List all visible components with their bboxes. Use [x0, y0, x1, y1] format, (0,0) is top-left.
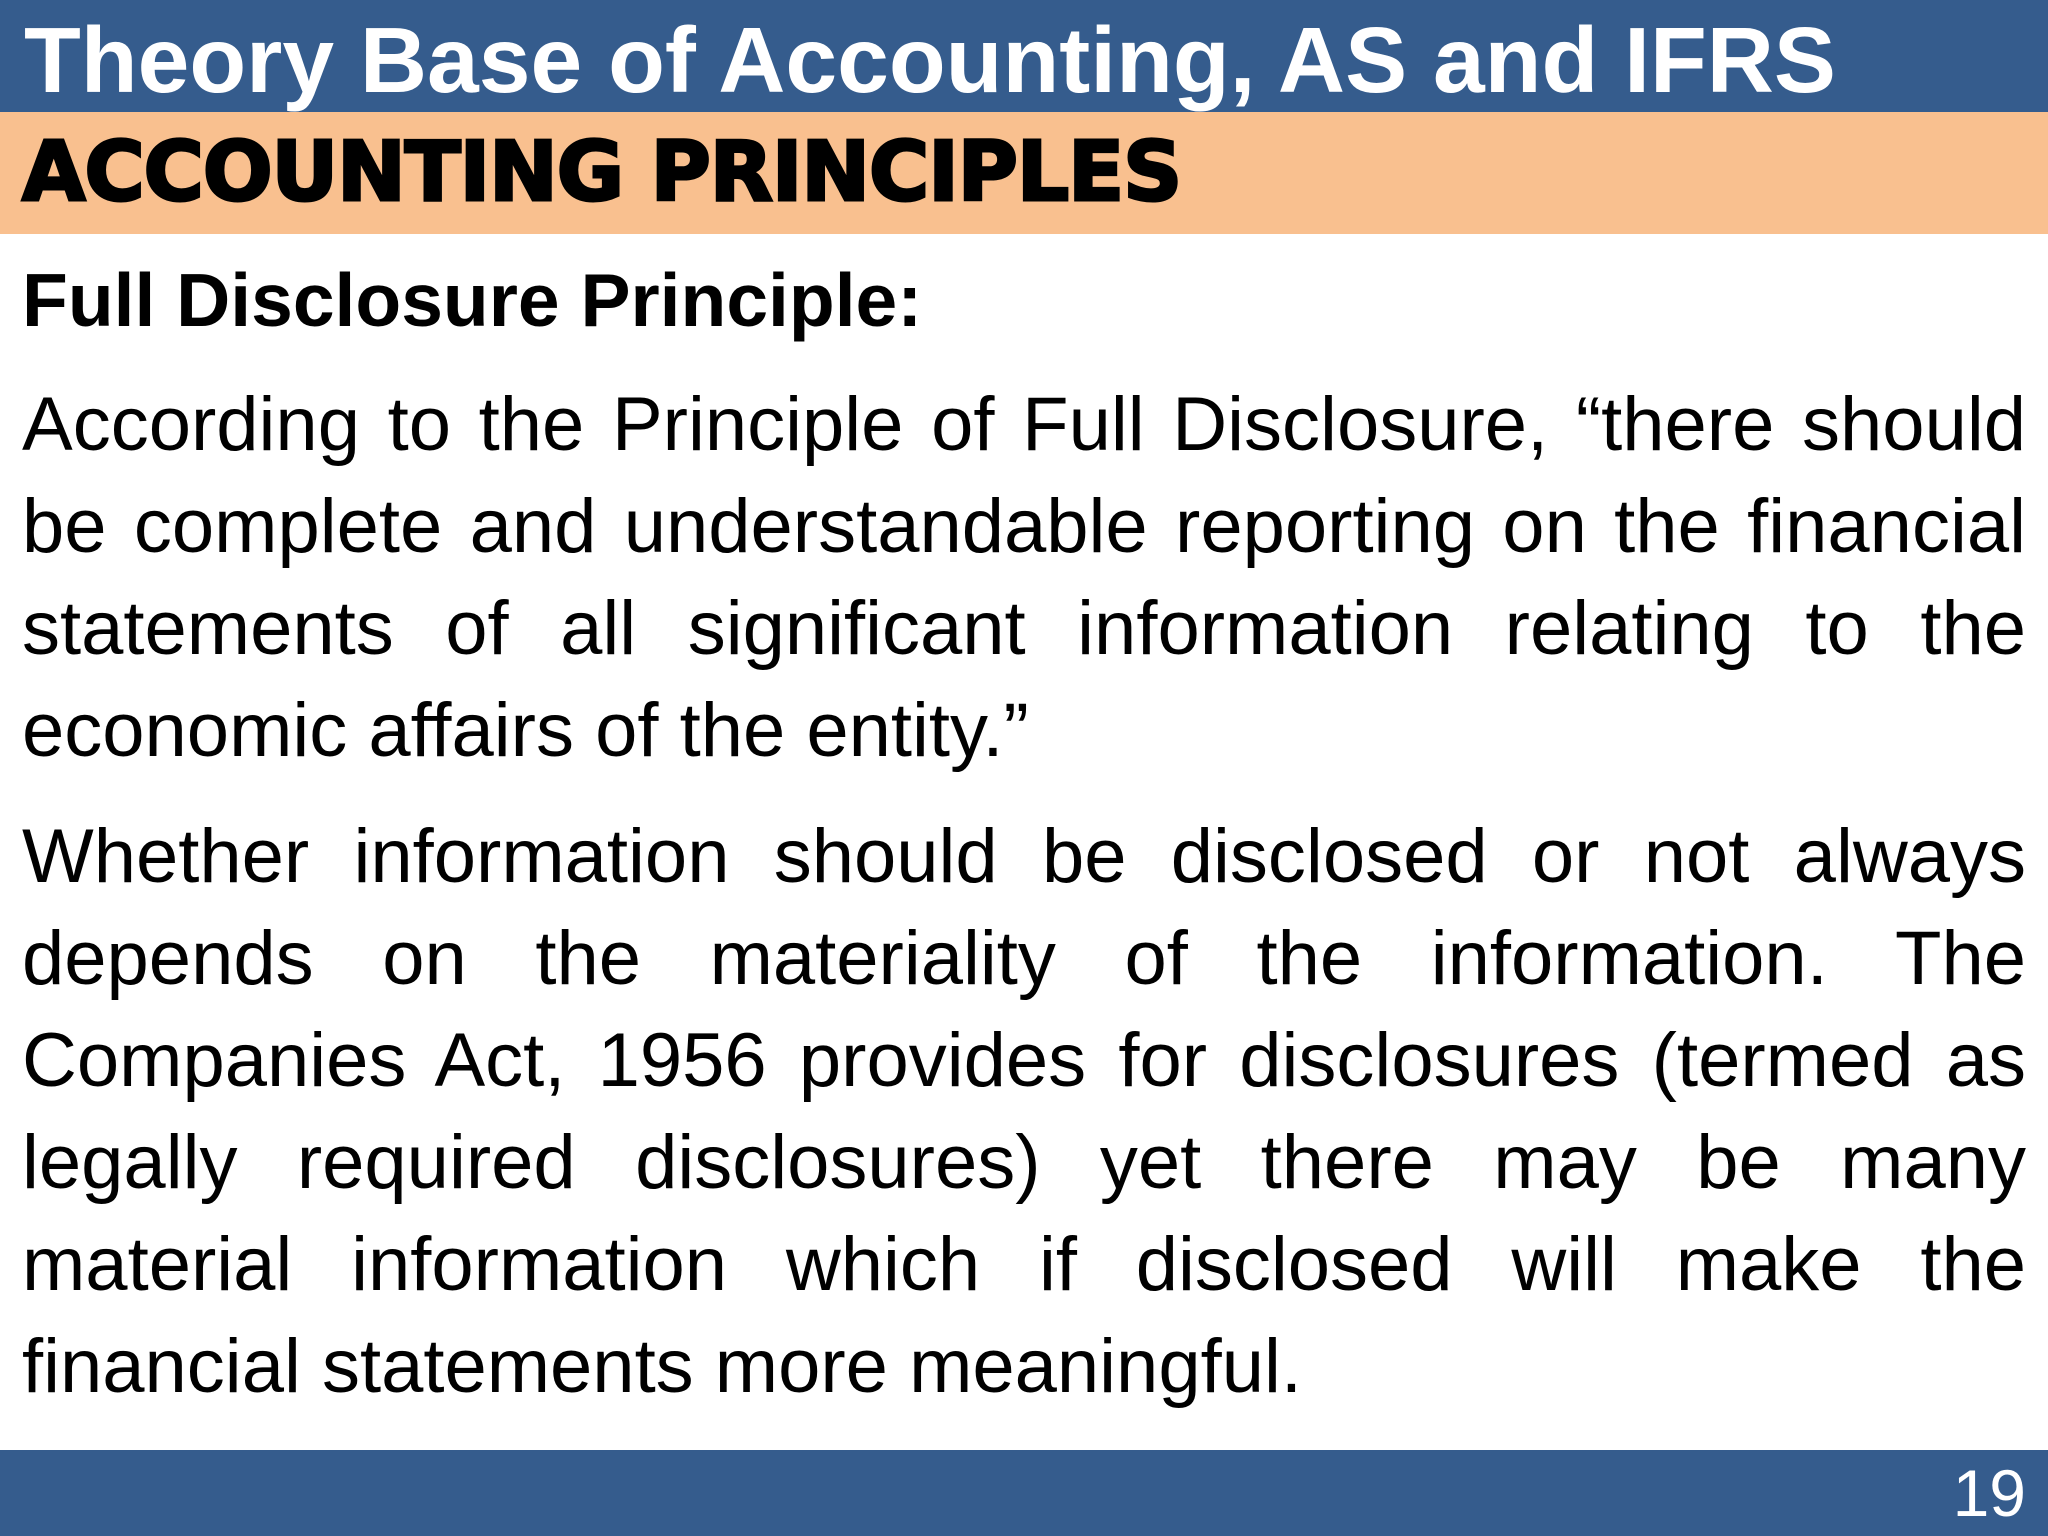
title-bar: [0, 0, 2048, 112]
footer-bar: [0, 1450, 2048, 1536]
definition-paragraph: According to the Principle of Full Disclosure, “there should be complete and understandable reporting on the financial statements of all significant information relating to the economic affairs of the entity.”: [22, 382, 2026, 773]
materiality-paragraph: Whether information should be disclosed or not always depends on the materiality of the information. The Companies Act, 1956 provides for disclosures (termed as legally required disclosures) yet there may be many material information which if disclosed will make the financial statements more meaningful.: [22, 814, 2026, 1409]
principle-heading: Full Disclosure Principle:: [22, 258, 923, 342]
slide-content: [22, 250, 2026, 1418]
slide-title: Theory Base of Accounting, AS and IFRS: [24, 8, 1836, 112]
page-number: 19: [1952, 1456, 2026, 1530]
section-bar: [0, 112, 2048, 234]
section-heading: ACCOUNTING PRINCIPLES: [22, 125, 1182, 220]
